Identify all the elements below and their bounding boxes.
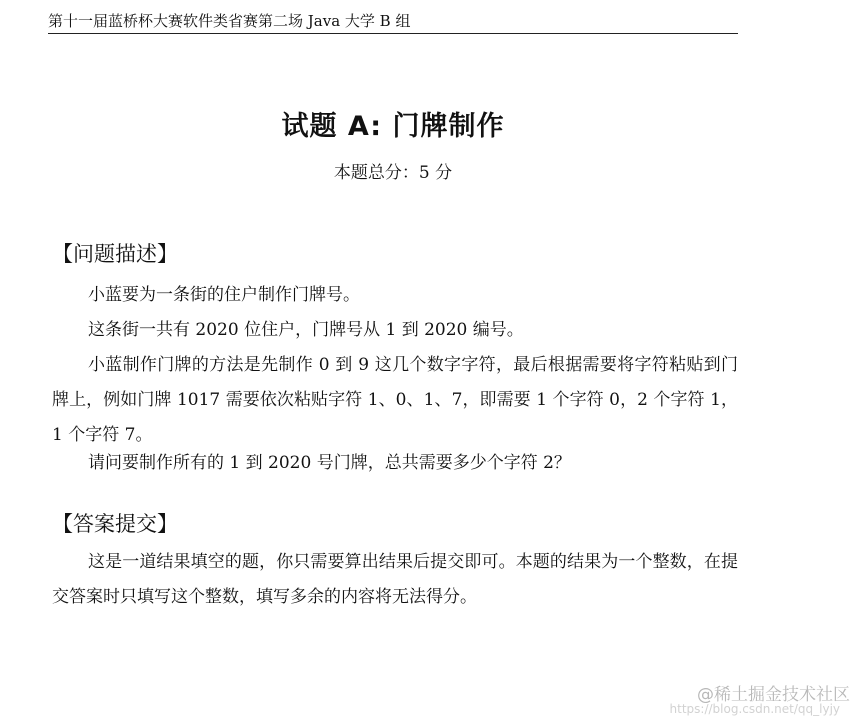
description-paragraph-4: 请问要制作所有的 1 到 2020 号门牌，总共需要多少个字符 2？	[88, 453, 571, 473]
description-paragraph-3: 小蓝制作门牌的方法是先制作 0 到 9 这几个数字字符，最后根据需要将字符粘贴到门牌上，例如门牌 1017 需要依次粘贴字符 1、0、1、7，即需要 1 个字符 0，2 个字符 1，1 个字符 7。	[52, 355, 738, 445]
problem-title: 试题 A: 门牌制作	[281, 111, 505, 142]
description-paragraph-2: 这条街一共有 2020 位住户，门牌号从 1 到 2020 编号。	[88, 320, 524, 340]
answer-heading: 【答案提交】	[52, 512, 178, 536]
description-paragraph-1: 小蓝要为一条街的住户制作门牌号。	[88, 285, 360, 305]
running-header	[48, 8, 738, 34]
watermark-url: https://blog.csdn.net/qq_lyjy	[669, 702, 840, 716]
running-title: 第十一届蓝桥杯大赛软件类省赛第二场 Java 大学 B 组	[48, 12, 411, 30]
problem-score: 本题总分：5 分	[333, 163, 453, 183]
watermark-logo: @稀土掘金技术社区	[697, 685, 850, 705]
answer-paragraph: 这是一道结果填空的题，你只需要算出结果后提交即可。本题的结果为一个整数，在提交答案时只填写这个整数，填写多余的内容将无法得分。	[52, 552, 738, 607]
description-heading: 【问题描述】	[52, 242, 178, 266]
